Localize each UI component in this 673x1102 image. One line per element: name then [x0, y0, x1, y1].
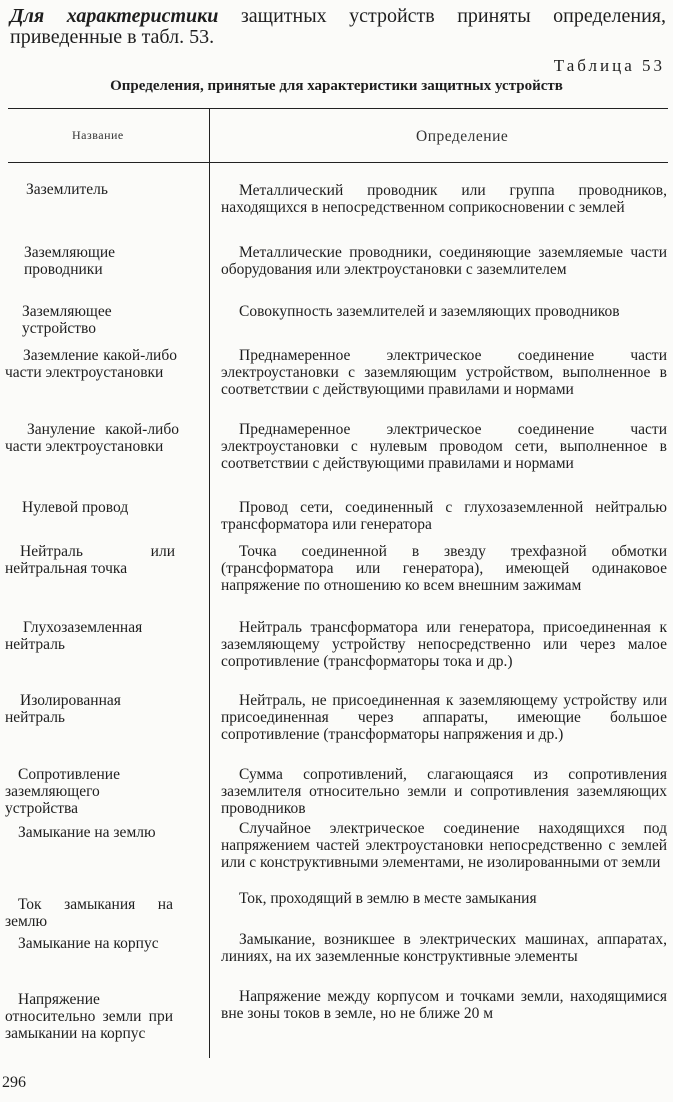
table-row-definition: Ток, проходящий в землю в месте замыкания: [239, 890, 537, 907]
table-top-rule: [8, 108, 668, 109]
page-number: 296: [2, 1074, 26, 1091]
column-header-definition: Определение: [416, 128, 509, 145]
table-row-term: Зануление какой-либо части электроустановки: [5, 421, 179, 455]
table-row-definition: Сумма сопротивлений, слагающаяся из сопротивления заземлителя относительно земли и сопротивления заземляющих проводников: [221, 766, 667, 817]
table-row-definition: Замыкание, возникшее в электрических машинах, аппаратах, линиях, на их заземленные конструктивные элементы: [221, 931, 667, 965]
table-row-definition: Металлические проводники, соединяющие заземляемые части оборудования или электроустановки с заземлителем: [221, 244, 667, 278]
table-header-rule: [8, 162, 668, 163]
table-row-term: Заземляющие проводники: [24, 244, 116, 278]
table-row-term: Ток замыкания на землю: [5, 896, 173, 930]
table-row-definition: Совокупность заземлителей и заземляющих проводников: [239, 303, 620, 320]
table-row-term: Замыкание на корпус: [18, 935, 159, 952]
table-row-term: Заземляющее устройство: [22, 303, 112, 337]
table-row-definition: Нейтраль трансформатора или генератора, присоединенная к заземляющему устройству непосредственно или через малое сопротивление (трансформаторы тока и др.): [221, 619, 667, 670]
table-row-term: Нулевой провод: [22, 499, 129, 516]
table-row-definition: Случайное электрическое соединение находящихся под напряжением частей электроустановки непосредственно с землей или с конструктивными элементами, не изолированными от земли: [221, 820, 667, 871]
column-header-name: Название: [72, 128, 124, 142]
table-row-definition: Преднамеренное электрическое соединение части электроустановки с нулевым проводом сети, выполненное в соответствии с действующими правилами и нормами: [221, 421, 667, 472]
table-row-term: Глухозаземленная нейтраль: [5, 619, 143, 653]
table-row-term: Заземление какой-либо части электроустановки: [5, 347, 177, 381]
table-row-term: Сопротивление заземляющего устройства: [5, 766, 120, 817]
table-row-term: Изолированная нейтраль: [5, 692, 121, 726]
table-row-definition: Напряжение между корпусом и точками земли, находящимися вне зоны токов в земле, но не ближе 20 м: [221, 988, 667, 1022]
table-row-definition: Провод сети, соединенный с глухозаземленной нейтралью трансформатора или генератора: [221, 499, 667, 533]
table-row-term: Замыкание на землю: [18, 824, 156, 841]
table-row-definition: Преднамеренное электрическое соединение части электроустановки с заземляющим устройством, выполненное в соответствии с действующими правилами и нормами: [221, 347, 667, 398]
intro-text: защитных устройств приняты определения, приведенные в табл. 53.: [10, 5, 666, 48]
table-row-term: Заземлитель: [26, 181, 108, 198]
table-column-divider: [209, 108, 210, 1058]
table-row-definition: Нейтраль, не присоединенная к заземляющему устройству или присоединенная через аппараты, имеющие большое сопротивление (трансформаторы напряжения и др.): [221, 692, 667, 743]
table-row-term: Напряжение относительно земли при замыкании на корпус: [5, 991, 173, 1042]
table-row-term: Нейтраль или нейтральная точка: [5, 543, 175, 577]
intro-lead: Для характеристики: [10, 5, 219, 27]
table-row-definition: Точка соединенной в звезду трехфазной обмотки (трансформатора или генератора), имеющей одинаковое напряжение по отношению ко всем внешним зажимам: [221, 543, 667, 594]
table-title: Определения, принятые для характеристики защитных устройств: [110, 78, 563, 94]
intro-paragraph: [10, 6, 666, 48]
table-row-definition: Металлический проводник или группа проводников, находящихся в непосредственном соприкосновении с землей: [221, 182, 667, 216]
table-caption: Таблица 53: [553, 56, 665, 75]
